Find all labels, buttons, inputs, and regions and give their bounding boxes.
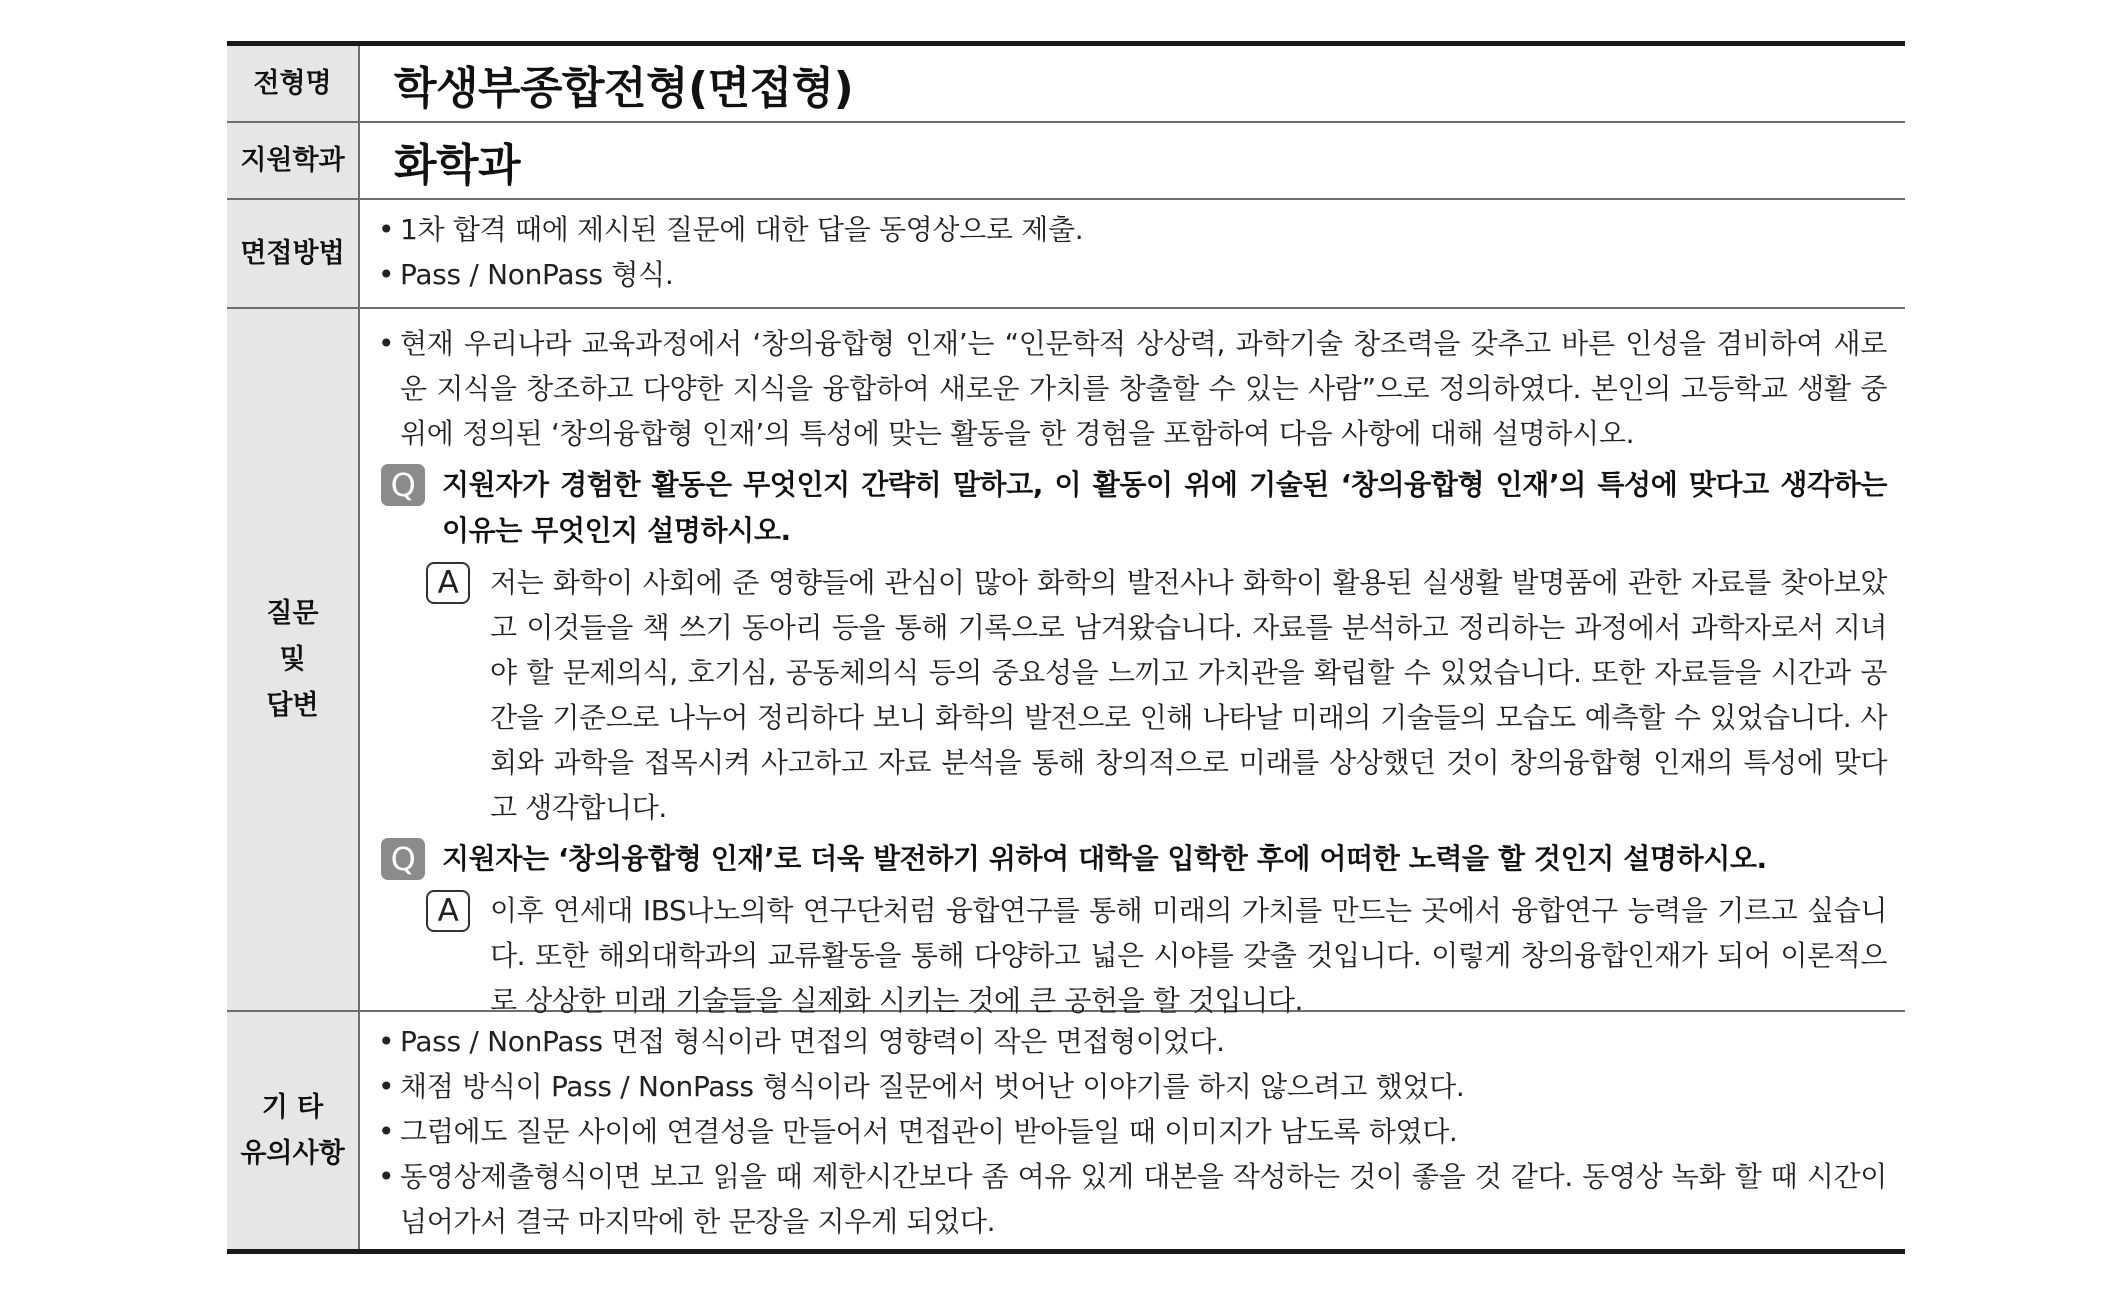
list-item: • 동영상제출형식이면 보고 읽을 때 제한시간보다 좀 여유 있게 대본을 작성하는 것이 좋을 것 같다. 동영상 녹화 할 때 시간이 넘어가서 결국 마지막에 한 문장을 지우게 되었다. <box>378 1154 1887 1244</box>
list-item: • Pass / NonPass 형식. <box>378 252 1887 297</box>
label-line: 질문 <box>266 597 319 629</box>
label-line: 및 <box>279 643 306 675</box>
department-value: 화학과 <box>394 139 521 191</box>
interview-method-list <box>360 200 1905 307</box>
question-text: 지원자는 ‘창의융합형 인재’로 더욱 발전하기 위하여 대학을 입학한 후에 어떠한 노력을 할 것인지 설명하시오. <box>442 842 1767 875</box>
row-admission-type <box>227 46 1905 123</box>
label-line: 기 타 <box>261 1091 324 1123</box>
label-interview-method: 면접방법 <box>227 200 360 307</box>
question-2 <box>378 836 1887 882</box>
question-text: 지원자가 경험한 활동은 무엇인지 간략히 말하고, 이 활동이 위에 기술된 ‘창의융합형 인재’의 특성에 맞다고 생각하는 이유는 무엇인지 설명하시오. <box>442 468 1887 547</box>
row-department <box>227 123 1905 200</box>
label-question-answer <box>227 309 360 1010</box>
row-notes <box>227 1012 1905 1249</box>
question-badge: Q <box>381 464 425 506</box>
question-1 <box>378 462 1887 554</box>
qa-intro: • 현재 우리나라 교육과정에서 ‘창의융합형 인재’는 “인문학적 상상력, 과학기술 창조력을 갖추고 바른 인성을 겸비하여 새로운 지식을 창조하고 다양한 지식을 융합하여 새로운 가치를 창출할 수 있는 사람”으로 정의하였다. 본인의 고등학교 생활 중 위에 정의된 ‘창의융합형 인재’의 특성에 맞는 활동을 한 경험을 포함하여 다음 사항에 대해 설명하시오. <box>378 321 1887 456</box>
list-item: • Pass / NonPass 면접 형식이라 면접의 영향력이 작은 면접형이었다. <box>378 1019 1887 1064</box>
list-item: • 채점 방식이 Pass / NonPass 형식이라 질문에서 벗어난 이야기를 하지 않으려고 했었다. <box>378 1064 1887 1109</box>
row-question-answer <box>227 309 1905 1017</box>
notes-list <box>360 1012 1905 1249</box>
interview-record-table <box>227 41 1905 1254</box>
answer-badge: A <box>426 890 470 932</box>
list-item: • 1차 합격 때에 제시된 질문에 대한 답을 동영상으로 제출. <box>378 207 1887 252</box>
row-interview-method <box>227 200 1905 309</box>
answer-2 <box>378 888 1887 1023</box>
label-notes <box>227 1012 360 1249</box>
label-department: 지원학과 <box>227 123 360 198</box>
label-admission-type: 전형명 <box>227 46 360 121</box>
list-item: • 그럼에도 질문 사이에 연결성을 만들어서 면접관이 받아들일 때 이미지가 남도록 하였다. <box>378 1109 1887 1154</box>
answer-1 <box>378 560 1887 830</box>
label-line: 유의사항 <box>240 1137 345 1169</box>
answer-text: 이후 연세대 IBS나노의학 연구단처럼 융합연구를 통해 미래의 가치를 만드는 곳에서 융합연구 능력을 기르고 싶습니다. 또한 해외대학과의 교류활동을 통해 다양하고 넓은 시야를 갖출 것입니다. 이렇게 창의융합인재가 되어 이론적으로 상상한 미래 기술들을 실제화 시키는 것에 큰 공헌을 할 것입니다. <box>490 894 1887 1017</box>
admission-type-value: 학생부종합전형(면접형) <box>394 62 854 114</box>
answer-badge: A <box>426 562 470 604</box>
question-badge: Q <box>381 838 425 880</box>
answer-text: 저는 화학이 사회에 준 영향들에 관심이 많아 화학의 발전사나 화학이 활용된 실생활 발명품에 관한 자료를 찾아보았고 이것들을 책 쓰기 동아리 등을 통해 기록으로 남겨왔습니다. 자료를 분석하고 정리하는 과정에서 과학자로서 지녀야 할 문제의식, 호기심, 공동체의식 등의 중요성을 느끼고 가치관을 확립할 수 있었습니다. 또한 자료들을 시간과 공간을 기준으로 나누어 정리하다 보니 화학의 발전으로 인해 나타날 미래의 기술들의 모습도 예측할 수 있었습니다. 사회와 과학을 접목시켜 사고하고 자료 분석을 통해 창의적으로 미래를 상상했던 것이 창의융합형 인재의 특성에 맞다고 생각합니다. <box>490 566 1887 824</box>
qa-content <box>360 309 1905 1017</box>
label-line: 답변 <box>266 689 319 721</box>
